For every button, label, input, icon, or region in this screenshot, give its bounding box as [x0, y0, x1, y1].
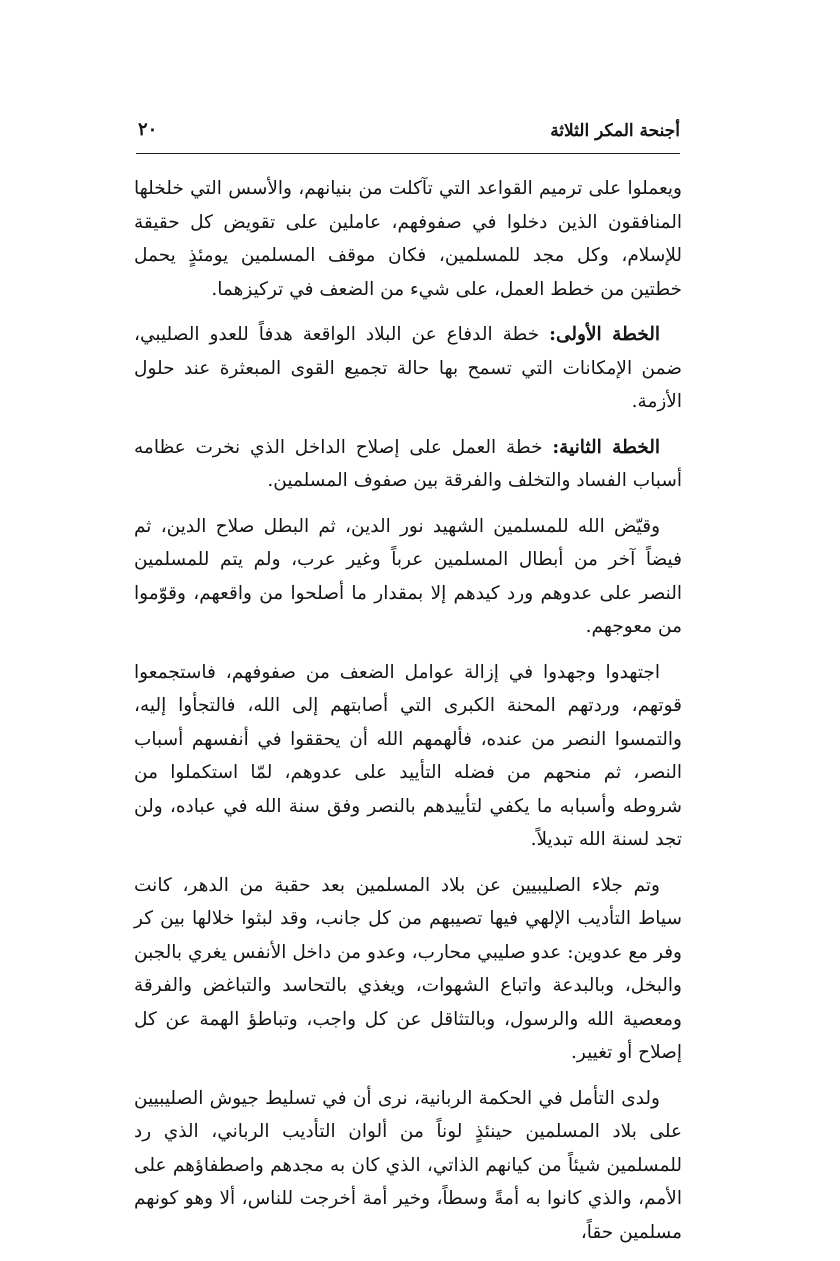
paragraph-text: خطة العمل على إصلاح الداخل الذي نخرت عظامه أسباب الفساد والتخلف والفرقة بين صفوف المسلمين. — [134, 436, 682, 491]
paragraph-text: وقيّض الله للمسلمين الشهيد نور الدين، ثم البطل صلاح الدين، ثم فيضاً آخر من أبطال المسلمين عرباً وغير عرب، ولم يتم للمسلمين النصر على عدوهم ورد كيدهم إلا بمقدار ما أصلحوا من واقعهم، وقوّموا من معوجهم. — [134, 515, 682, 637]
paragraph-text: ويعملوا على ترميم القواعد التي تآكلت من بنيانهم، والأسس التي خلخلها المنافقون الذين دخلوا في صفوفهم، عاملين على تقويض كل حقيقة للإسلام، وكل مجد للمسلمين، فكان موقف المسلمين يومئذٍ يحمل خطتين من خطط العمل، على شيء من الضعف في تركيزهما. — [134, 178, 682, 300]
paragraph-text: اجتهدوا وجهدوا في إزالة عوامل الضعف من صفوفهم، فاستجمعوا قوتهم، وردتهم المحنة الكبرى التي أصابتهم إلى الله، فالتجأوا إليه، والتمسوا النصر من عنده، فألهمهم الله أن يحققوا في أنفسهم أسباب النصر، ثم منحهم من فضله التأييد على عدوهم، لمّا استكملوا من شروطه وأسبابه ما يكفي لتأييدهم بالنصر وفق سنة الله في عباده، ولن تجد لسنة الله تبديلاً. — [134, 661, 682, 850]
paragraph-text: خطة الدفاع عن البلاد الواقعة هدفاً للعدو الصليبي، ضمن الإمكانات التي تسمح بها حالة تجميع القوى المبعثرة عند حلول الأزمة. — [134, 324, 682, 412]
body-text — [134, 172, 682, 1261]
paragraph-5 — [134, 656, 682, 857]
paragraph-lead: الخطة الثانية: — [552, 436, 660, 458]
header-title: أجنحة المكر الثلاثة — [550, 121, 680, 141]
paragraph-text: ولدى التأمل في الحكمة الربانية، نرى أن في تسليط جيوش الصليبيين على بلاد المسلمين حينئذٍ لوناً من ألوان التأديب الرباني، الذي رد للمسلمين شيئاً من كيانهم الذاتي، الذي كان به مجدهم واصطفاؤهم على الأمم، والذي كانوا به أمةً وسطاً، وخير أمة أخرجت للناس، ألا وهو كونهم مسلمين حقاً، — [134, 1087, 682, 1243]
paragraph-1 — [134, 172, 682, 306]
paragraph-3 — [134, 431, 682, 498]
page-number: ٢٠ — [138, 119, 158, 140]
paragraph-6 — [134, 869, 682, 1070]
paragraph-text: وتم جلاء الصليبيين عن بلاد المسلمين بعد حقبة من الدهر، كانت سياط التأديب الإلهي فيها تصيبهم من كل جانب، وقد لبثوا خلالها بين كر وفر مع عدوين: عدو صليبي محارب، وعدو من داخل الأنفس يغري بالجبن والبخل، وبالبدعة واتباع الشهوات، ويغذي بالتحاسد والتباغض والفرقة ومعصية الله والرسول، وبالتثاقل عن كل واجب، وتباطؤ الهمة عن كل إصلاح أو تغيير. — [134, 874, 682, 1063]
paragraph-7 — [134, 1082, 682, 1250]
paragraph-2 — [134, 318, 682, 419]
paragraph-lead: الخطة الأولى: — [549, 324, 660, 345]
running-header — [136, 113, 680, 154]
paragraph-4 — [134, 510, 682, 644]
